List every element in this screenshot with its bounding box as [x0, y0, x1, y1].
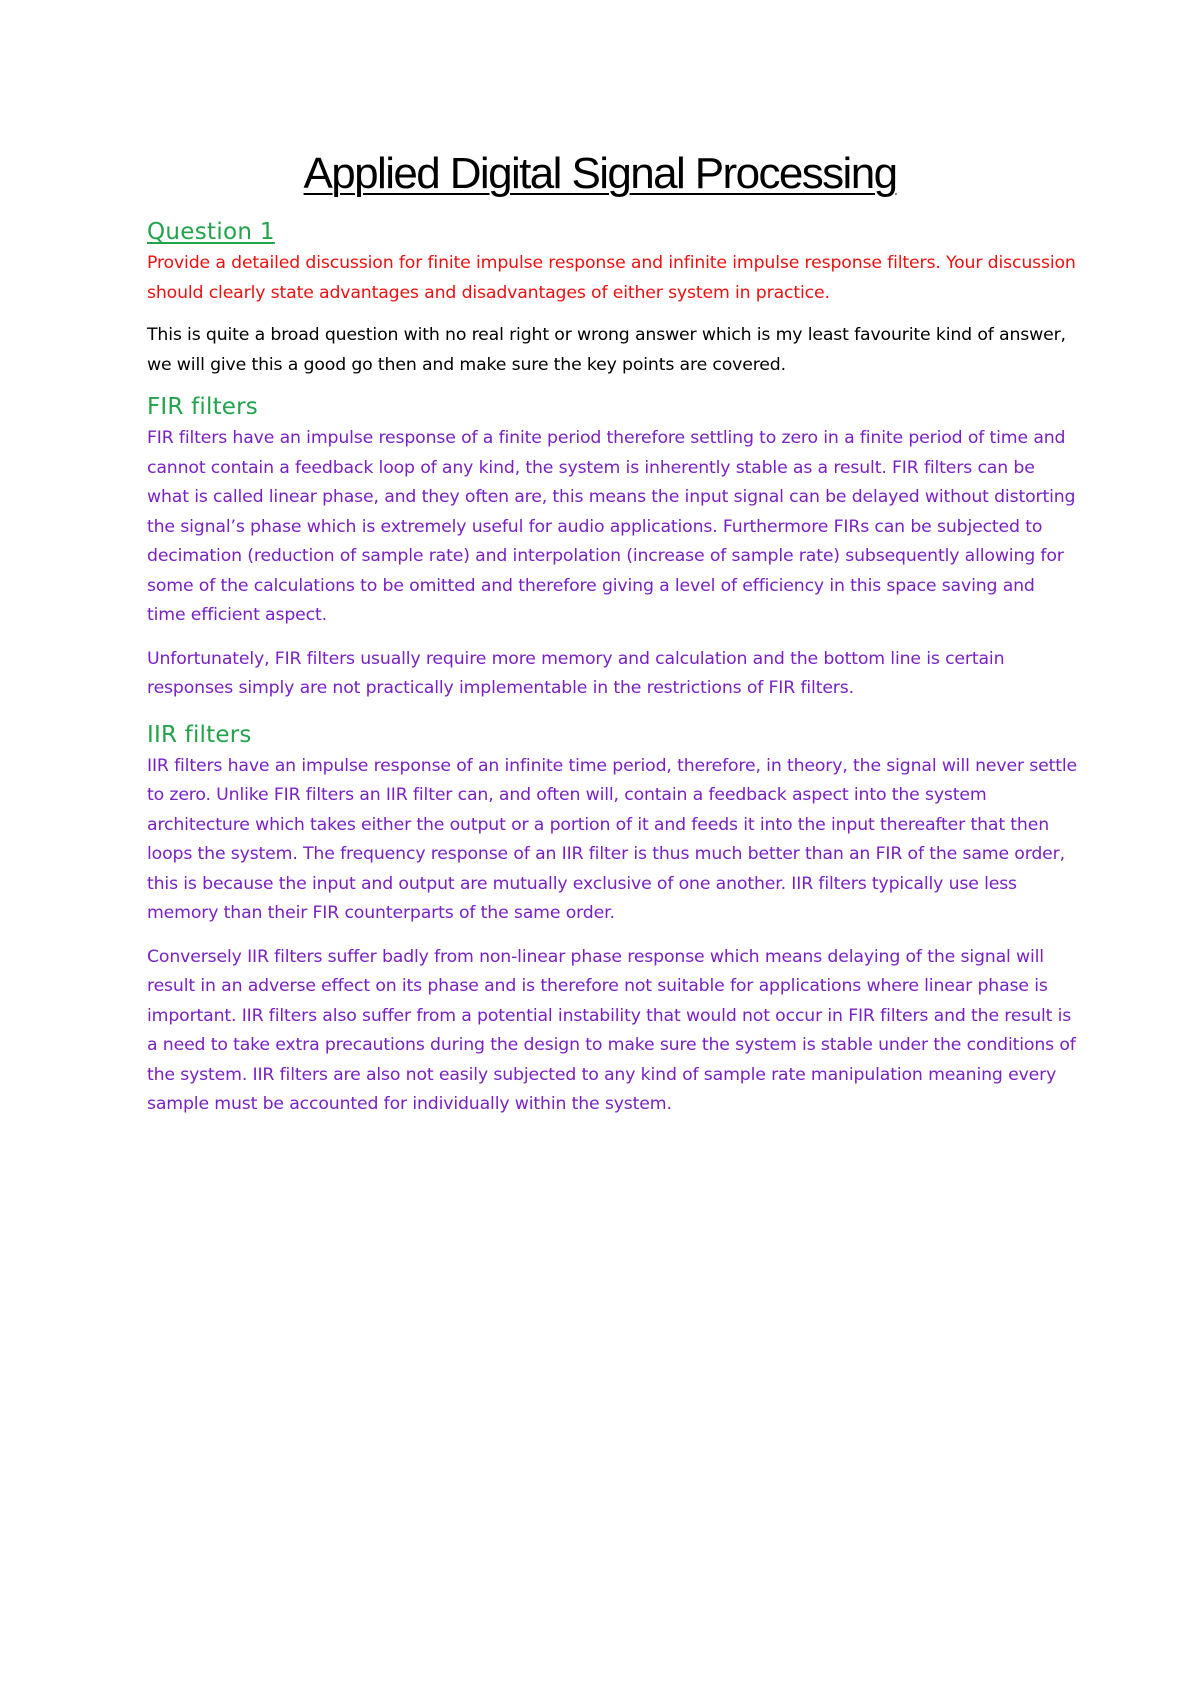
fir-section-heading: FIR filters: [147, 394, 258, 420]
fir-paragraph-1: FIR filters have an impulse response of a finite period therefore settling to zero in a finite period of time and cannot contain a feedback loop of any kind, the system is inherently stable as a result. FIR filters can be what is called linear phase, and they often are, this means the input signal can be delayed without distorting the signal’s phase which is extremely useful for audio applications. Furthermore FIRs can be subjected to decimation (reduction of sample rate) and interpolation (increase of sample rate) subsequently allowing for some of the calculations to be omitted and therefore giving a level of efficiency in this space saving and time efficient aspect.: [147, 428, 1076, 625]
intro-paragraph: This is quite a broad question with no real right or wrong answer which is my least favourite kind of answer, we will give this a good go then and make sure the key points are covered.: [147, 325, 1066, 375]
question-heading: Question 1: [147, 219, 275, 245]
question-text: Provide a detailed discussion for finite impulse response and infinite impulse response filters. Your discussion should clearly state advantages and disadvantages of either system in practice.: [147, 253, 1076, 303]
document-title: Applied Digital Signal Processing: [303, 149, 897, 198]
document-body: [147, 215, 1077, 1134]
iir-paragraph-2: Conversely IIR filters suffer badly from non-linear phase response which means delaying of the signal will result in an adverse effect on its phase and is therefore not suitable for applications where linear phase is important. IIR filters also suffer from a potential instability that would not occur in FIR filters and the result is a need to take extra precautions during the design to make sure the system is stable under the conditions of the system. IIR filters are also not easily subjected to any kind of sample rate manipulation meaning every sample must be accounted for individually within the system.: [147, 946, 1076, 1114]
iir-paragraph-1: IIR filters have an impulse response of an infinite time period, therefore, in theory, the signal will never settle to zero. Unlike FIR filters an IIR filter can, and often will, contain a feedback aspect into the system architecture which takes either the output or a portion of it and feeds it into the input thereafter that then loops the system. The frequency response of an IIR filter is thus much better than an FIR of the same order, this is because the input and output are mutually exclusive of one another. IIR filters typically use less memory than their FIR counterparts of the same order.: [147, 755, 1077, 923]
iir-section-heading: IIR filters: [147, 721, 252, 748]
fir-paragraph-2: Unfortunately, FIR filters usually require more memory and calculation and the bottom line is certain responses simply are not practically implementable in the restrictions of FIR filters.: [147, 648, 1005, 698]
